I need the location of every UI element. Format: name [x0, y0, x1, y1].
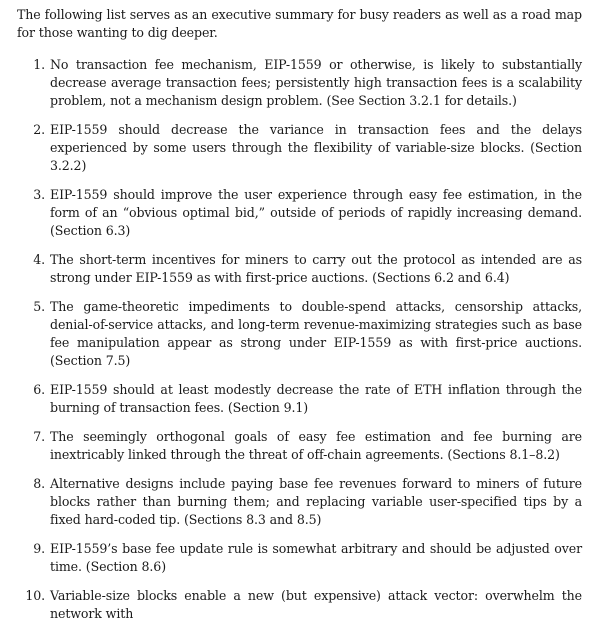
- item-number: 8.: [33, 476, 45, 491]
- item-number: 3.: [33, 187, 45, 202]
- item-text: The seemingly orthogonal goals of easy fee estimation and fee burning are inextricably linked through the threat of off-chain agreements. (Sections 8.1–8.2): [50, 429, 582, 462]
- item-number: 4.: [33, 252, 45, 267]
- item-number: 7.: [33, 429, 45, 444]
- summary-list: [17, 56, 582, 623]
- list-item: [17, 587, 582, 623]
- item-text: The short-term incentives for miners to carry out the protocol as intended are as strong under EIP-1559 as with first-price auctions. (Sections 6.2 and 6.4): [50, 252, 582, 285]
- list-item: [17, 540, 582, 576]
- list-item: [17, 475, 582, 529]
- item-text: EIP-1559 should at least modestly decrease the rate of ETH inflation through the burning of transaction fees. (Section 9.1): [50, 382, 582, 415]
- list-item: [17, 381, 582, 417]
- item-number: 2.: [33, 122, 45, 137]
- item-number: 6.: [33, 382, 45, 397]
- item-text: Variable-size blocks enable a new (but expensive) attack vector: overwhelm the network with: [50, 588, 582, 621]
- item-text: EIP-1559 should improve the user experience through easy fee estimation, in the form of an “obvious optimal bid,” outside of periods of rapidly increasing demand. (Section 6.3): [50, 187, 582, 238]
- item-number: 1.: [33, 57, 45, 72]
- item-text: Alternative designs include paying base fee revenues forward to miners of future blocks rather than burning them; and replacing variable user-specified tips by a fixed hard-coded tip. (Sections 8.3 and 8.5): [50, 476, 582, 527]
- item-text: EIP-1559 should decrease the variance in transaction fees and the delays experienced by some users through the flexibility of variable-size blocks. (Section 3.2.2): [50, 122, 582, 173]
- list-item: [17, 428, 582, 464]
- list-item: [17, 186, 582, 240]
- item-number: 9.: [33, 541, 45, 556]
- intro-paragraph: The following list serves as an executive summary for busy readers as well as a road map for those wanting to dig deeper.: [17, 7, 582, 40]
- list-item: [17, 121, 582, 175]
- item-text: The game-theoretic impediments to double-spend attacks, censorship attacks, denial-of-service attacks, and long-term revenue-maximizing strategies such as base fee manipulation appear as strong under EIP-1559 as with first-price auctions. (Section 7.5): [50, 299, 582, 368]
- list-item: [17, 251, 582, 287]
- item-text: No transaction fee mechanism, EIP-1559 or otherwise, is likely to substantially decrease average transaction fees; persistently high transaction fees is a scalability problem, not a mechanism design problem. (See Section 3.2.1 for details.): [50, 57, 582, 108]
- list-item: [17, 56, 582, 110]
- list-item: [17, 298, 582, 370]
- item-number: 10.: [25, 588, 45, 603]
- item-text: EIP-1559’s base fee update rule is somewhat arbitrary and should be adjusted over time. (Section 8.6): [50, 541, 582, 574]
- item-number: 5.: [33, 299, 45, 314]
